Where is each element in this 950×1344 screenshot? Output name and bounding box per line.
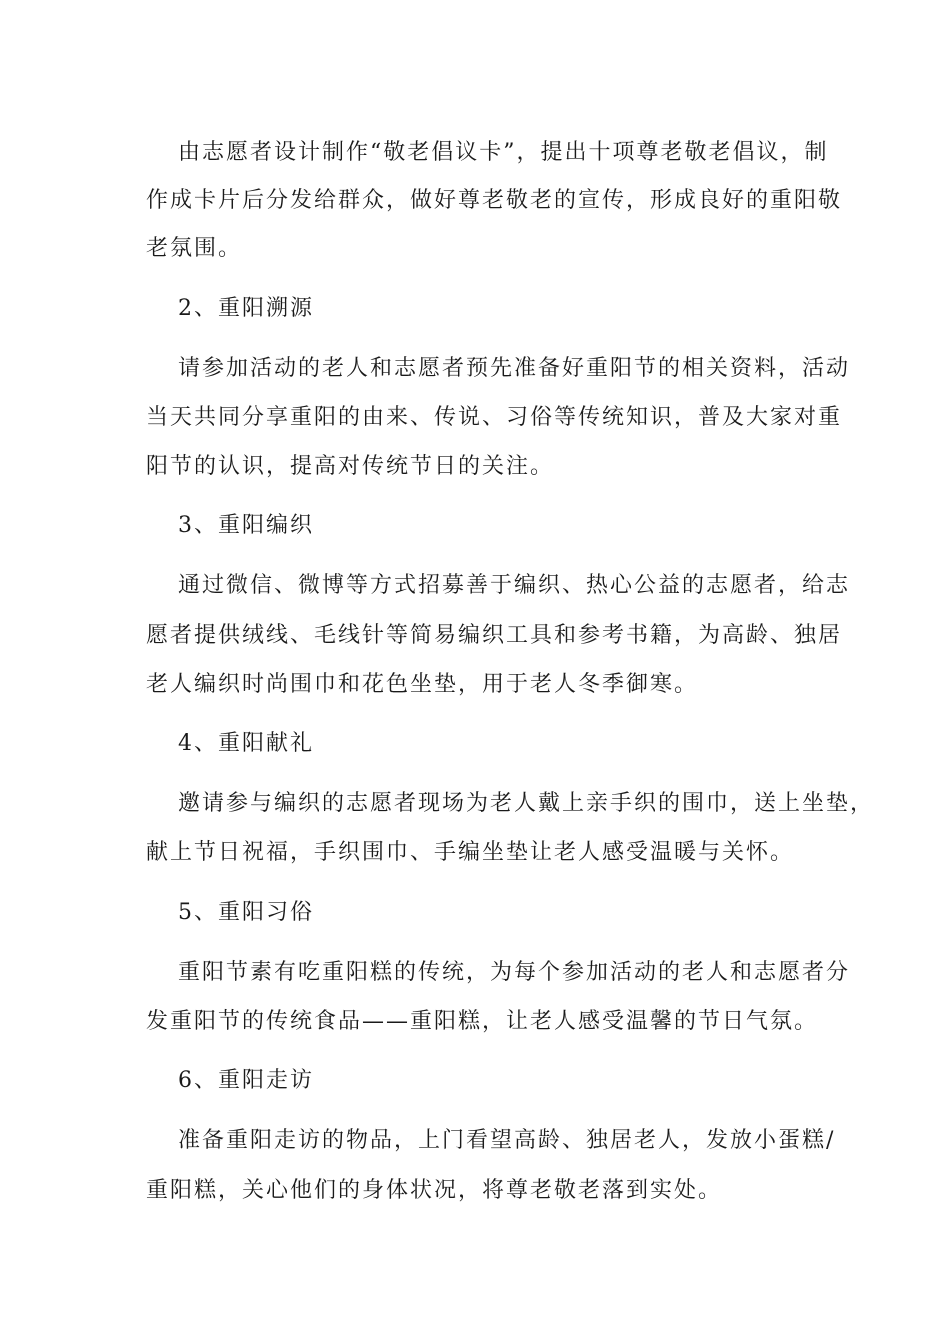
paragraph-line: 邀请参与编织的志愿者现场为老人戴上亲手织的围巾，送上坐垫， <box>178 791 875 816</box>
paragraph-line: 重阳节素有吃重阳糕的传统，为每个参加活动的老人和志愿者分 <box>178 960 851 985</box>
paragraph-line: 作成卡片后分发给群众，做好尊老敬老的宣传，形成良好的重阳敬 <box>146 188 843 213</box>
paragraph-line: 重阳糕，关心他们的身体状况，将尊老敬老落到实处。 <box>146 1178 723 1203</box>
paragraph-line: 通过微信、微博等方式招募善于编织、热心公益的志愿者，给志 <box>178 573 851 598</box>
paragraph-line: 由志愿者设计制作“敬老倡议卡”，提出十项尊老敬老倡议，制 <box>178 140 829 165</box>
paragraph-line: 献上节日祝福，手织围巾、手编坐垫让老人感受温暖与关怀。 <box>146 840 795 865</box>
paragraph-line: 老氛围。 <box>146 236 243 261</box>
paragraph-line: 老人编织时尚围巾和花色坐垫，用于老人冬季御寒。 <box>146 672 699 697</box>
section-heading: 4、重阳献礼 <box>178 731 314 756</box>
section-heading: 6、重阳走访 <box>178 1068 314 1093</box>
section-heading: 5、重阳习俗 <box>178 900 314 925</box>
paragraph-line: 准备重阳走访的物品，上门看望高龄、独居老人，发放小蛋糕/ <box>178 1128 836 1153</box>
paragraph-line: 请参加活动的老人和志愿者预先准备好重阳节的相关资料，活动 <box>178 356 851 381</box>
paragraph-line: 阳节的认识，提高对传统节日的关注。 <box>146 454 555 479</box>
paragraph-line: 愿者提供绒线、毛线针等简易编织工具和参考书籍，为高龄、独居 <box>146 623 843 648</box>
paragraph-line: 发重阳节的传统食品——重阳糕，让老人感受温馨的节日气氛。 <box>146 1009 819 1034</box>
section-heading: 2、重阳溯源 <box>178 296 314 321</box>
section-heading: 3、重阳编织 <box>178 513 314 538</box>
paragraph-line: 当天共同分享重阳的由来、传说、习俗等传统知识，普及大家对重 <box>146 405 843 430</box>
